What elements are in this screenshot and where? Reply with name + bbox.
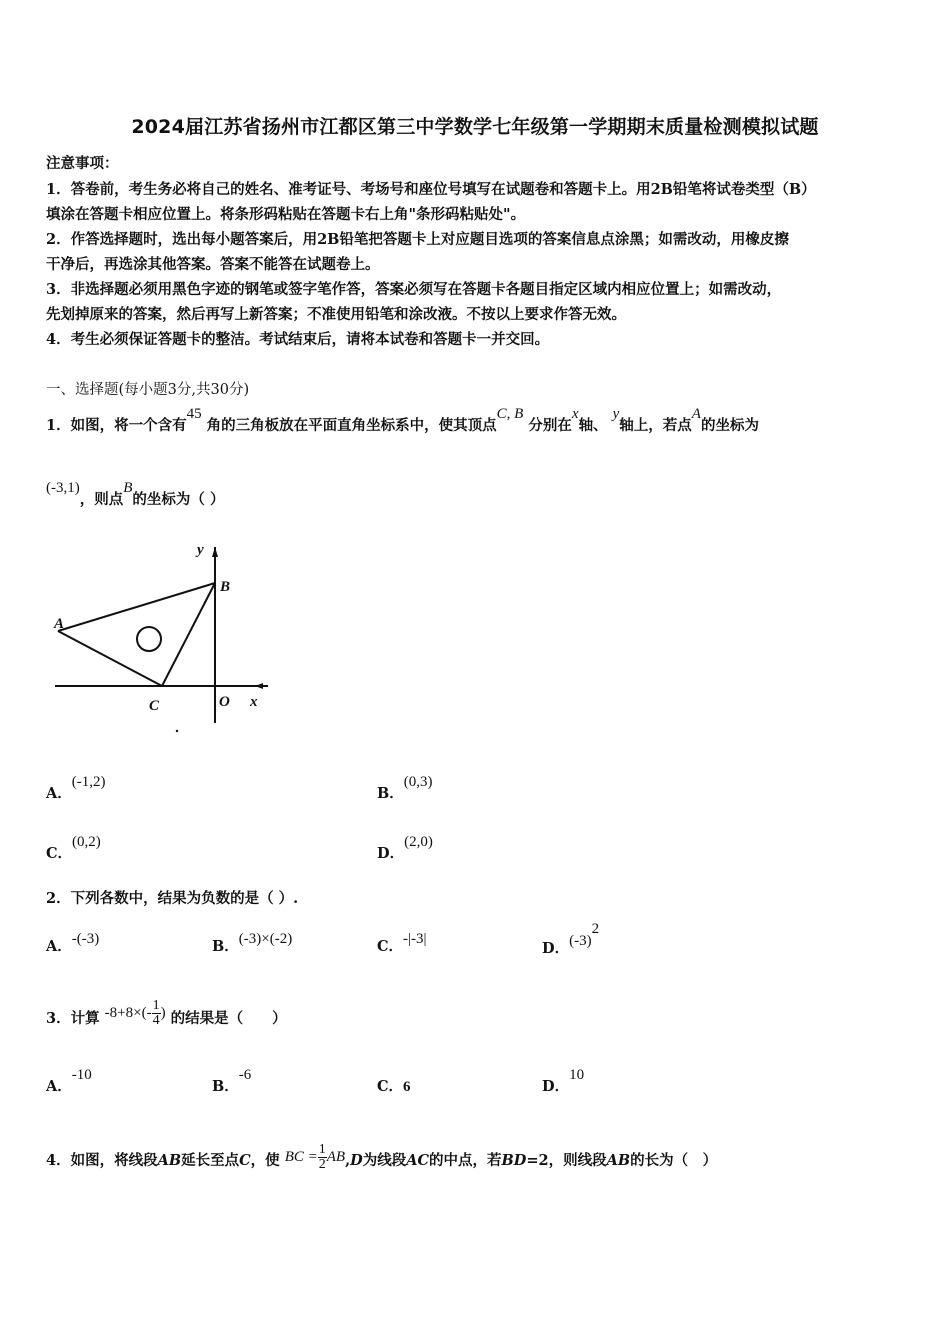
fig-label-c: C: [149, 698, 160, 714]
q4-fraction: $\frac{1}{2}$: [318, 1142, 326, 1172]
fig-label-y: y: [197, 542, 204, 558]
math-coord-a: (-3,1): [46, 480, 80, 496]
math-x: x: [571, 406, 579, 422]
notice-heading: 注意事项：: [46, 155, 119, 172]
page-title: 2024届江苏省扬州市江都区第三中学数学七年级第一学期期末质量检测模拟试题: [131, 116, 819, 138]
q2-option-c[interactable]: C．-|-3|: [377, 931, 427, 955]
math-cb: C, B: [496, 406, 524, 422]
q3-expression: -8+8×(- $\frac{1}{4}$ ): [104, 998, 166, 1028]
y-axis-arrow: [212, 547, 218, 557]
q2-option-a[interactable]: A．-(-3): [46, 931, 100, 955]
q3-fraction: $\frac{1}{4}$: [152, 998, 160, 1028]
notice-line-1: 1．答卷前，考生务必将自己的姓名、准考证号、考场号和座位号填写在试题卷和答题卡上。用2B铅笔将试卷类型（B）: [46, 181, 816, 198]
fig-label-o: O: [219, 694, 230, 710]
q1-option-b[interactable]: B．(0,3): [377, 774, 433, 802]
fig-label-b: B: [220, 579, 231, 595]
notice-line-3: 2．作答选择题时，选出每小题答案后，用2B铅笔把答题卡上对应题目选项的答案信息点涂黑；如需改动，用橡皮擦: [46, 231, 789, 248]
q3-option-c[interactable]: C．6: [377, 1078, 411, 1095]
fig-label-a: A: [54, 616, 65, 632]
math-y: y: [612, 406, 620, 422]
notice-line-4: 干净后，再选涂其他答案。答案不能答在试题卷上。: [46, 256, 380, 273]
question-1-line-2: (-3,1)，则点B的坐标为（ ）: [46, 480, 225, 508]
notice-line-5: 3．非选择题必须用黑色字迹的钢笔或签字笔作答，答案必须写在答题卡各题目指定区域内相应位置上；如需改动，: [46, 281, 782, 298]
side-ac: [58, 631, 162, 686]
question-2-text: 2．下列各数中，结果为负数的是（ ）.: [46, 890, 299, 907]
x-axis-arrow: [255, 683, 263, 689]
math-45: 45: [186, 406, 202, 422]
q1-option-d[interactable]: D．(2,0): [377, 834, 433, 862]
triangle-hole: [137, 627, 161, 651]
q1-option-a[interactable]: A．(-1,2): [46, 774, 106, 802]
q2-option-b[interactable]: B．(-3)×(-2): [212, 931, 293, 955]
notice-line-7: 4．考生必须保证答题卡的整洁。考试结束后，请将本试卷和答题卡一并交回。: [46, 331, 550, 348]
q3-option-d[interactable]: D．10: [542, 1067, 585, 1095]
notice-line-2: 填涂在答题卡相应位置上。将条形码粘贴在答题卡右上角"条形码粘贴处"。: [46, 206, 526, 223]
math-a: A: [691, 406, 701, 422]
side-cb: [162, 583, 215, 686]
question-3-text: 3．计算 -8+8×(- $\frac{1}{4}$ ) 的结果是（ ）: [46, 998, 287, 1028]
side-ab: [58, 583, 215, 631]
q4-equation: BC = $\frac{1}{2}$ AB: [284, 1142, 346, 1172]
q1-option-c[interactable]: C．(0,2): [46, 834, 101, 862]
question-1-line-1: 1．如图，将一个含有45 角的三角板放在平面直角坐标系中，使其顶点C, B 分别在x轴、 y轴上，若点A的坐标为: [46, 406, 759, 434]
section-heading: 一、选择题(每小题3分,共30分): [46, 382, 250, 398]
question-4-text: 4．如图，将线段AB延长至点C，使 BC = $\frac{1}{2}$ AB,D为线段AC的中点，若BD=2，则线段AB的长为（ ）: [46, 1142, 718, 1172]
q2-option-d[interactable]: D．$(-3)^2$: [542, 921, 600, 957]
triangle-figure: [50, 535, 280, 735]
fig-label-x: x: [250, 694, 258, 710]
q3-option-b[interactable]: B．-6: [212, 1067, 252, 1095]
math-b: B: [123, 480, 133, 496]
q3-option-a[interactable]: A．-10: [46, 1067, 92, 1095]
notice-line-6: 先划掉原来的答案，然后再写上新答案；不准使用铅笔和涂改液。不按以上要求作答无效。: [46, 306, 626, 323]
